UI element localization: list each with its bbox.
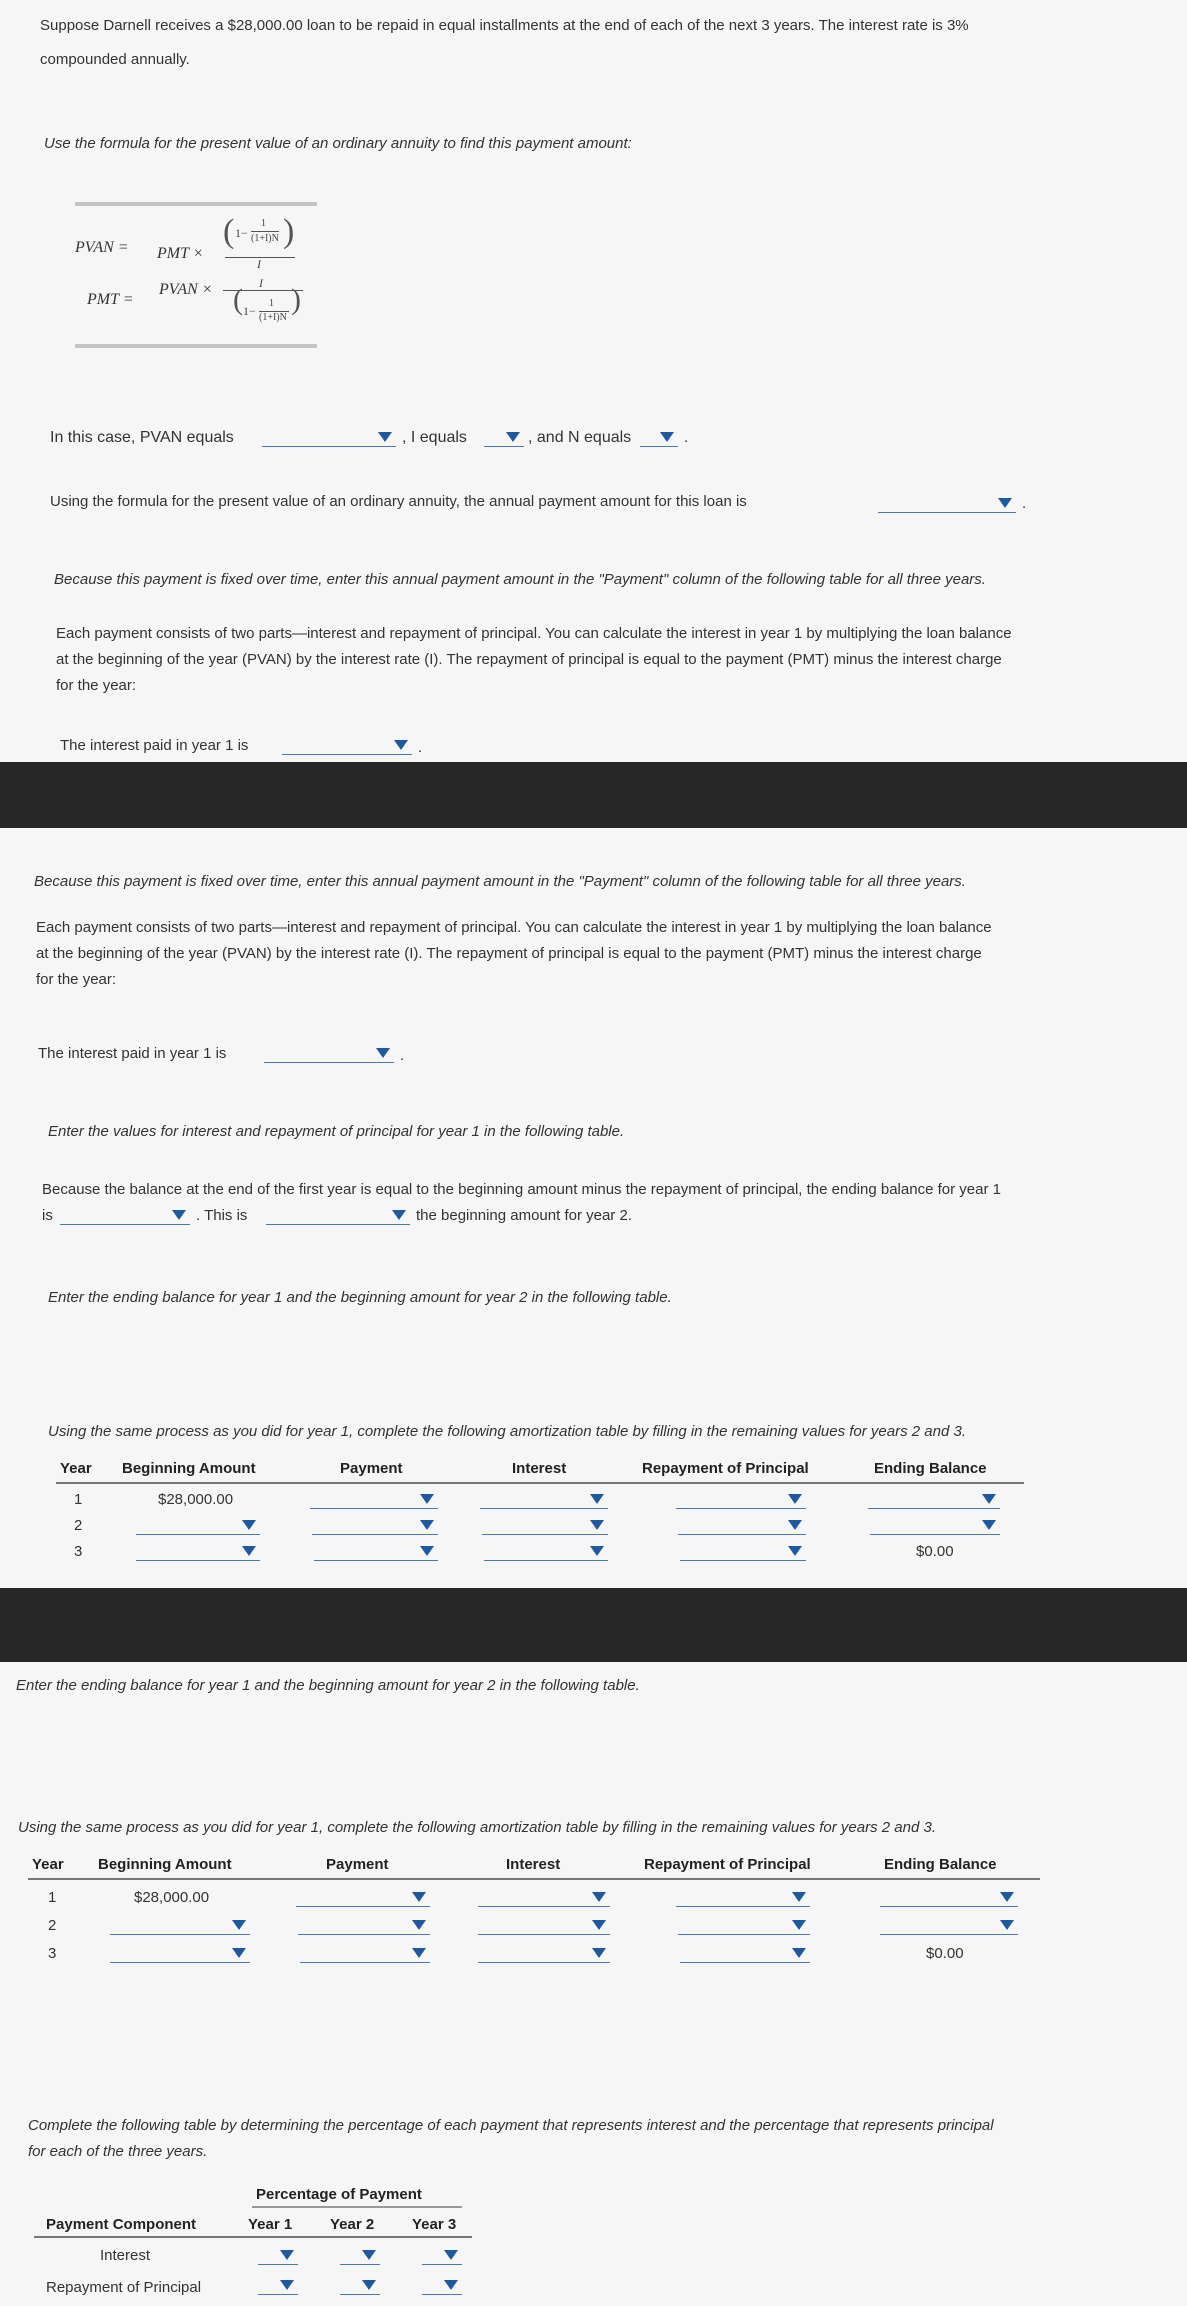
chevron-down-icon [590,1520,604,1530]
amortization-table: Year Beginning Amount Payment Interest Repayment of Principal Ending Balance 1 2 3 $28,000.00 $0.00 [0,1460,1187,1588]
chevron-down-icon [376,1048,390,1058]
formula-box: PVAN = PMT × ( 1− 1 (1+I)N ) I PMT = PVAN × I ( 1− 1 (1+I)N ) [75,202,317,348]
amortization-table-2: Year Beginning Amount Payment Interest Repayment of Principal Ending Balance 1 2 3 $28,000.00 $0.00 [0,1856,1187,1996]
payment-line: Using the formula for the present value of an ordinary annuity, the annual payment amount for this loan is [50,493,747,510]
chevron-down-icon [998,498,1012,508]
comparison-dropdown[interactable] [266,1206,410,1225]
chevron-down-icon [232,1920,246,1930]
each-payment-l3: for the year: [56,677,137,694]
chevron-down-icon [590,1546,604,1556]
pct-int-y3-dropdown[interactable] [422,2246,462,2265]
principal-3-dropdown[interactable] [680,1542,806,1561]
pct-row-interest: Interest [100,2247,151,2264]
panel-2: Because this payment is fixed over time, enter this annual payment amount in the "Payment" column of the following table for all three years. Each payment consists of two parts—interest and repayment of principal. You can calculate the interest in year 1 by multiplying the loan balance at the beginning of the year (PVAN) by the interest rate (I). The repayment of principal is equal to the payment (PMT) minus the interest charge for the year: The interest paid in year 1 is . Enter the values for interest and repayment of principal for year 1 in the following table. Because the balance at the end of the first year is equal to the beginning amount minus the repayment of principal, the ending balance for year 1 is . This is the beginning amount for year 2. Enter the ending balance for year 1 and the beginning amount for year 2 in the following table. Using the same process as you did for year 1, complete the following amortization table by filling in the remaining values for years 2 and 3. Year Beginning Amount Payment Interest Repayment of Principal Ending Balance 1 2 3 $28,000.00 $0.00 [0,828,1187,1588]
chevron-down-icon [392,1210,406,1220]
chevron-down-icon [420,1494,434,1504]
chevron-down-icon [242,1546,256,1556]
chevron-down-icon [412,1948,426,1958]
fixed-text-2: Because this payment is fixed over time, enter this annual payment amount in the "Payment" column of the following table for all three years. [34,873,966,890]
i-label: , I equals [402,429,467,446]
interest-dropdown-2[interactable] [264,1044,394,1063]
begin-amount-1b: $28,000.00 [134,1889,210,1906]
ending-3b-value: $0.00 [926,1945,964,1962]
year-3: 3 [74,1543,83,1560]
year-2: 2 [74,1517,83,1534]
ending-3-value: $0.00 [916,1543,954,1560]
interest-2b-dropdown[interactable] [478,1916,610,1935]
percentage-table: Percentage of Payment Payment Component Year 1 Year 2 Year 3 Interest Repayment of Principal [0,2186,600,2306]
ending-2b-dropdown[interactable] [880,1916,1018,1935]
chevron-down-icon [412,1892,426,1902]
panel-3 [0,1662,1187,2306]
chevron-down-icon [242,1520,256,1530]
enter-ending-2: Enter the ending balance for year 1 and the beginning amount for year 2 in the following table. [16,1677,640,1694]
chevron-down-icon [394,740,408,750]
interest-3b-dropdown[interactable] [478,1944,610,1963]
enter-values: Enter the values for interest and repayment of principal for year 1 in the following table. [48,1123,625,1140]
principal-2b-dropdown[interactable] [678,1916,810,1935]
principal-3b-dropdown[interactable] [680,1944,810,1963]
panel-1: Suppose Darnell receives a $28,000.00 loan to be repaid in equal installments at the end of each of the next 3 years. The interest rate is 3% compounded annually. Use the formula for the present value of an ordinary annuity to find this payment amount: PVAN = PMT × ( 1− 1 (1+I)N ) I PMT = PVAN × I ( 1− 1 (1+I)N ) In this case, PVAN equals , I equals , and N equals . Using the formula for the present value of an ordinary annuity, the annual payment amount for this loan is . Because this payment is fixed over time, enter this annual payment amount in the "Payment" column of the following table for all three years. Each payment consists of two parts—interest and repayment of principal. You can calculate the interest in year 1 by multiplying the loan balance at the beginning of the year (PVAN) by the interest rate (I). The repayment of principal is equal to the payment (PMT) minus the interest charge for the year: The interest paid in year 1 is . [0,0,1187,762]
pmt-lhs: PMT = [87,291,134,308]
payment-3-dropdown[interactable] [314,1542,438,1561]
chevron-down-icon [362,2250,376,2260]
interest-1b-dropdown[interactable] [478,1888,610,1907]
interest-dropdown[interactable] [282,736,412,755]
enter-ending: Enter the ending balance for year 1 and the beginning amount for year 2 in the following table. [48,1289,672,1306]
chevron-down-icon [444,2280,458,2290]
chevron-down-icon [412,1920,426,1930]
interest-3-dropdown[interactable] [484,1542,608,1561]
complete-pct-l2: for each of the three years. [28,2143,208,2160]
chevron-down-icon [378,432,392,442]
pct-super-header: Percentage of Payment [256,2186,422,2203]
principal-2-dropdown[interactable] [678,1516,806,1535]
interest-1-dropdown[interactable] [480,1490,608,1509]
chevron-down-icon [788,1546,802,1556]
begin-amount-2-dropdown[interactable] [136,1516,260,1535]
pct-prin-y1-dropdown[interactable] [258,2276,298,2295]
chevron-down-icon [280,2250,294,2260]
year-1: 1 [74,1491,83,1508]
each-payment-l2: at the beginning of the year (PVAN) by the interest rate (I). The repayment of principal is equal to the payment (PMT) minus the interest charge [56,651,1002,668]
pct-prin-y3-dropdown[interactable] [422,2276,462,2295]
chevron-down-icon [792,1920,806,1930]
same-process-2: Using the same process as you did for year 1, complete the following amortization table by filling in the remaining values for years 2 and 3. [18,1819,936,1836]
chevron-down-icon [792,1892,806,1902]
chevron-down-icon [590,1494,604,1504]
begin-amount-3-dropdown[interactable] [136,1542,260,1561]
pct-row-principal: Repayment of Principal [46,2279,202,2296]
begin-amount-2b-dropdown[interactable] [110,1916,250,1935]
begin-amount-1: $28,000.00 [158,1491,234,1508]
pct-prin-y2-dropdown[interactable] [340,2276,380,2295]
formula-instruction: Use the formula for the present value of an ordinary annuity to find this payment amount: [44,135,632,152]
complete-pct-l1: Complete the following table by determining the percentage of each payment that represents interest and the percentage that represents principal [28,2117,994,2134]
payment-2b-dropdown[interactable] [298,1916,430,1935]
chevron-down-icon [420,1520,434,1530]
payment-dropdown[interactable] [878,494,1016,513]
chevron-down-icon [788,1494,802,1504]
begin-amount-3b-dropdown[interactable] [110,1944,250,1963]
i-dropdown[interactable] [484,428,524,447]
payment-3b-dropdown[interactable] [300,1944,430,1963]
chevron-down-icon [232,1948,246,1958]
interest-line-2: The interest paid in year 1 is [38,1045,227,1062]
chevron-down-icon [592,1948,606,1958]
chevron-down-icon [660,432,674,442]
n-dropdown[interactable] [640,428,678,447]
principal-1b-dropdown[interactable] [676,1888,810,1907]
divider-1 [0,762,1187,828]
chevron-down-icon [592,1892,606,1902]
pvan-lhs: PVAN = [75,239,129,256]
interest-2-dropdown[interactable] [482,1516,608,1535]
chevron-down-icon [792,1948,806,1958]
chevron-down-icon [592,1920,606,1930]
chevron-down-icon [982,1494,996,1504]
same-process: Using the same process as you did for year 1, complete the following amortization table by filling in the remaining values for years 2 and 3. [48,1423,966,1440]
interest-line: The interest paid in year 1 is [60,737,249,754]
payment-2-dropdown[interactable] [312,1516,438,1535]
payment-1b-dropdown[interactable] [296,1888,430,1907]
chevron-down-icon [1000,1920,1014,1930]
pvan-dropdown[interactable] [262,428,396,447]
ending-2-dropdown[interactable] [870,1516,1000,1535]
ending-1b-dropdown[interactable] [880,1888,1018,1907]
balance-line-1: Because the balance at the end of the first year is equal to the beginning amount minus the repayment of principal, the ending balance for year 1 [42,1181,1001,1198]
pct-int-y1-dropdown[interactable] [258,2246,298,2265]
principal-1-dropdown[interactable] [676,1490,806,1509]
divider-2 [0,1588,1187,1662]
fixed-text: Because this payment is fixed over time, enter this annual payment amount in the "Payment" column of the following table for all three years. [54,571,986,588]
chevron-down-icon [506,432,520,442]
pct-int-y2-dropdown[interactable] [340,2246,380,2265]
ending-balance-dropdown[interactable] [60,1206,190,1225]
chevron-down-icon [788,1520,802,1530]
chevron-down-icon [1000,1892,1014,1902]
intro-line-1: Suppose Darnell receives a $28,000.00 loan to be repaid in equal installments at the end of each of the next 3 years. The interest rate is 3% [40,17,969,34]
ending-1-dropdown[interactable] [868,1490,1000,1509]
intro-line-2: compounded annually. [40,51,190,68]
pvan-rhs: PMT × [157,245,204,262]
chevron-down-icon [172,1210,186,1220]
each-payment-l1: Each payment consists of two parts—interest and repayment of principal. You can calculate the interest in year 1 by multiplying the loan balance [56,625,1012,642]
chevron-down-icon [280,2280,294,2290]
n-label: , and N equals [528,429,632,446]
chevron-down-icon [982,1520,996,1530]
payment-1-dropdown[interactable] [310,1490,438,1509]
pmt-rhs: PVAN × [159,281,213,298]
chevron-down-icon [420,1546,434,1556]
chevron-down-icon [444,2250,458,2260]
case-prefix: In this case, PVAN equals [50,429,234,446]
chevron-down-icon [362,2280,376,2290]
